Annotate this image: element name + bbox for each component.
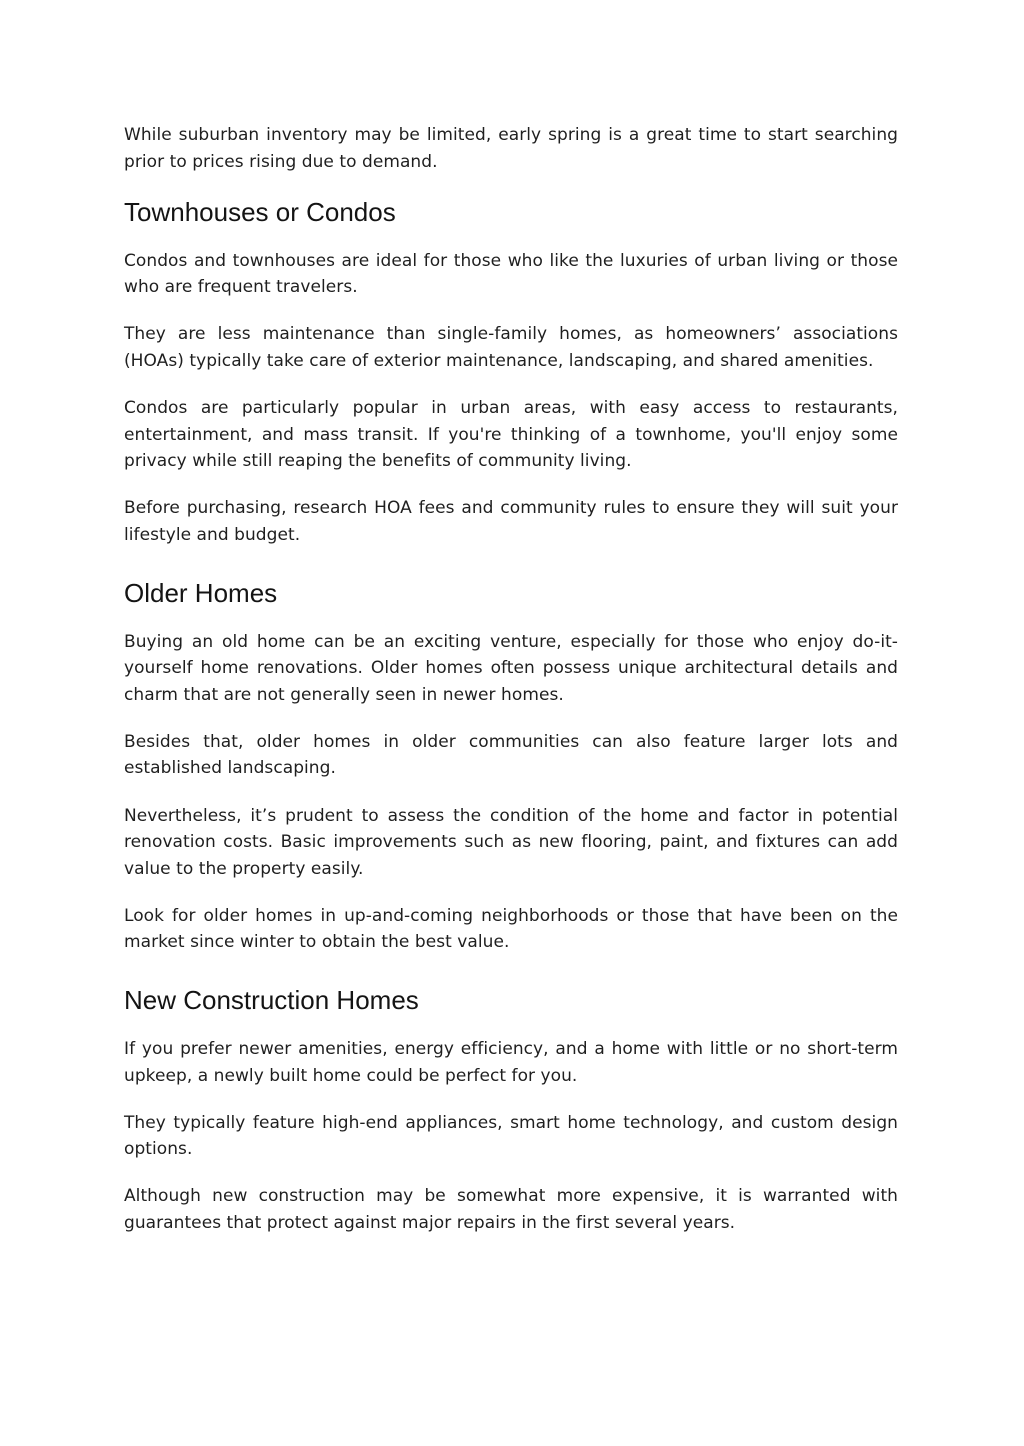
- new-construction-paragraph-2: They typically feature high-end appliances, smart home technology, and custom design options.: [124, 1112, 898, 1160]
- section-heading-new-construction: New Construction Homes: [124, 984, 419, 1015]
- section-heading-townhouses-condos: Townhouses or Condos: [124, 196, 396, 227]
- document-page: [124, 122, 898, 1257]
- new-construction-paragraph-3: Although new construction may be somewhat more expensive, it is warranted with guarantees that protect against major repairs in the first several years.: [124, 1186, 898, 1233]
- new-construction-paragraph-1: If you prefer newer amenities, energy efficiency, and a home with little or no short-term upkeep, a newly built home could be perfect for you.: [124, 1038, 898, 1086]
- older-homes-paragraph-1: Buying an old home can be an exciting venture, especially for those who enjoy do-it-yourself home renovations. Older homes often possess unique architectural details and charm that are not generally seen in newer homes.: [124, 631, 898, 705]
- older-homes-paragraph-3: Nevertheless, it’s prudent to assess the condition of the home and factor in potential renovation costs. Basic improvements such as new flooring, paint, and fixtures can add value to the property easily.: [124, 805, 898, 879]
- townhouses-paragraph-4: Before purchasing, research HOA fees and community rules to ensure they will suit your lifestyle and budget.: [124, 498, 898, 545]
- section-heading-older-homes: Older Homes: [124, 577, 278, 608]
- townhouses-paragraph-3: Condos are particularly popular in urban areas, with easy access to restaurants, entertainment, and mass transit. If you're thinking of a townhome, you'll enjoy some privacy while still reaping the benefits of community living.: [124, 398, 898, 472]
- intro-paragraph: While suburban inventory may be limited, early spring is a great time to start searching prior to prices rising due to demand.: [124, 125, 898, 172]
- townhouses-paragraph-1: Condos and townhouses are ideal for those who like the luxuries of urban living or those who are frequent travelers.: [124, 250, 898, 298]
- older-homes-paragraph-2: Besides that, older homes in older communities can also feature larger lots and established landscaping.: [124, 731, 898, 779]
- townhouses-paragraph-2: They are less maintenance than single-family homes, as homeowners’ associations (HOAs) typically take care of exterior maintenance, landscaping, and shared amenities.: [124, 324, 898, 371]
- older-homes-paragraph-4: Look for older homes in up-and-coming neighborhoods or those that have been on the market since winter to obtain the best value.: [124, 905, 898, 953]
